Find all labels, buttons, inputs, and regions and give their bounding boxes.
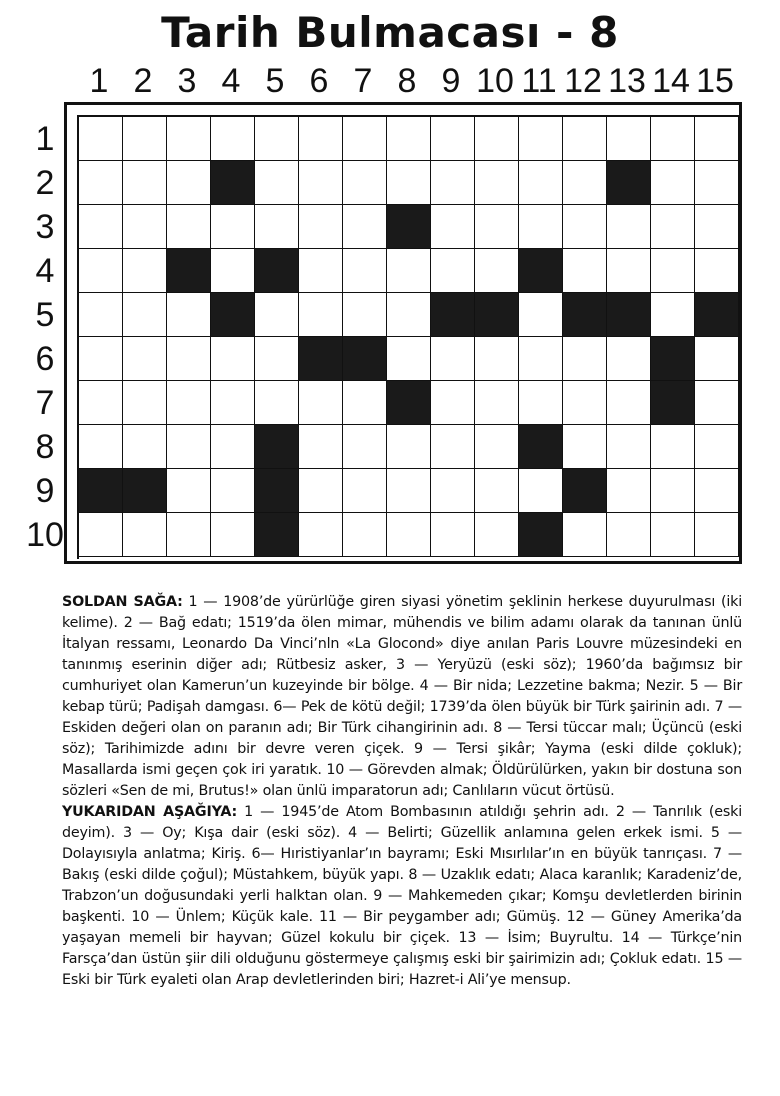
grid-cell[interactable] — [299, 249, 343, 293]
grid-cell[interactable] — [607, 337, 651, 381]
grid-cell[interactable] — [343, 513, 387, 557]
grid-cell[interactable] — [475, 469, 519, 513]
grid-cell[interactable] — [431, 249, 475, 293]
grid-cell[interactable] — [255, 381, 299, 425]
grid-cell[interactable] — [607, 249, 651, 293]
black-cell — [343, 337, 387, 381]
grid-cell[interactable] — [607, 205, 651, 249]
column-number: 14 — [652, 62, 690, 100]
grid-cell[interactable] — [651, 425, 695, 469]
grid-cell[interactable] — [167, 337, 211, 381]
black-cell — [299, 337, 343, 381]
grid-cell[interactable] — [651, 117, 695, 161]
column-number: 2 — [133, 62, 153, 100]
grid-cell[interactable] — [387, 249, 431, 293]
grid-cell[interactable] — [563, 249, 607, 293]
grid-cell[interactable] — [79, 249, 123, 293]
black-cell — [519, 513, 563, 557]
grid-cell[interactable] — [299, 161, 343, 205]
black-cell — [651, 381, 695, 425]
column-number: 5 — [265, 62, 285, 100]
black-cell — [519, 425, 563, 469]
grid-cell[interactable] — [519, 205, 563, 249]
grid-cell[interactable] — [387, 513, 431, 557]
black-cell — [519, 249, 563, 293]
column-number: 9 — [441, 62, 461, 100]
grid-cell[interactable] — [519, 337, 563, 381]
grid-cell[interactable] — [695, 425, 739, 469]
grid-cell[interactable] — [79, 425, 123, 469]
grid-cell[interactable] — [123, 381, 167, 425]
column-number: 4 — [221, 62, 241, 100]
grid-cell[interactable] — [431, 337, 475, 381]
grid-cell[interactable] — [519, 469, 563, 513]
grid-cell[interactable] — [607, 513, 651, 557]
column-number: 12 — [564, 62, 602, 100]
row-number: 8 — [35, 428, 55, 466]
grid-cell[interactable] — [431, 117, 475, 161]
grid-cell[interactable] — [343, 249, 387, 293]
grid-cell[interactable] — [475, 337, 519, 381]
grid-cell[interactable] — [475, 381, 519, 425]
grid-cell[interactable] — [343, 117, 387, 161]
grid-cell[interactable] — [431, 469, 475, 513]
grid-cell[interactable] — [211, 205, 255, 249]
grid-cell[interactable] — [255, 337, 299, 381]
column-number: 1 — [89, 62, 109, 100]
black-cell — [79, 469, 123, 513]
column-number: 7 — [353, 62, 373, 100]
grid-cell[interactable] — [255, 161, 299, 205]
grid-cell[interactable] — [563, 425, 607, 469]
grid-cell[interactable] — [563, 205, 607, 249]
grid-cell[interactable] — [695, 161, 739, 205]
black-cell — [123, 469, 167, 513]
column-number: 3 — [177, 62, 197, 100]
puzzle-title: Tarih Bulmacası - 8 — [161, 8, 619, 57]
grid-cell[interactable] — [167, 205, 211, 249]
grid-cell[interactable] — [651, 513, 695, 557]
grid-cell[interactable] — [607, 117, 651, 161]
row-number: 6 — [35, 340, 55, 378]
grid-cell[interactable] — [167, 161, 211, 205]
grid-cell[interactable] — [211, 469, 255, 513]
down-text: 1 — 1945’de Atom Bombasının atıldığı şehrin adı. 2 — Tanrılık (eski deyim). 3 — Oy; Kışa dair (eski söz). 4 — Belirti; Güzellik anlamına gelen erkek ismi. 5 — Dolayısıyla anlatma; Kiriş. 6— Hıristiyanlar’ın bayramı; Eski Mısırlılar’ın en büyük tanrıçası. 7 — Bakış (eski dilde çoğul); Müstahkem, büyük yapı. 8 — Uzaklık edatı; Alaca karanlık; Karadeniz’de, Trabzon’un doğusundaki yerli halktan olan. 9 — Mahkemeden çıkar; Komşu devletlerden birinin başkenti. 10 — Ünlem; Küçük kale. 11 — Bir peygamber adı; Gümüş. 12 — Güney Amerika’da yaşayan memeli bir hayvan; Güzel kokulu bir çiçek. 13 — İsim; Buyrultu. 14 — Türkçe’nin Farsça’dan üstün şiir dili olduğunu göstermeye çalışmış eski bir şairimizin adı; Çokluk edatı. 15 — Eski bir Türk eyaleti olan Arap devletlerinden biri; Hazret-i Ali’ye mensup. — [62, 804, 742, 988]
row-number: 2 — [35, 164, 55, 202]
grid-cell[interactable] — [79, 161, 123, 205]
grid-cell[interactable] — [299, 513, 343, 557]
grid-cell[interactable] — [431, 425, 475, 469]
black-cell — [255, 249, 299, 293]
black-cell — [607, 161, 651, 205]
row-number: 1 — [35, 120, 55, 158]
grid-cell[interactable] — [519, 293, 563, 337]
grid-cell[interactable] — [475, 249, 519, 293]
grid-cell[interactable] — [167, 513, 211, 557]
grid-cell[interactable] — [79, 381, 123, 425]
black-cell — [431, 293, 475, 337]
row-number: 10 — [26, 516, 64, 554]
grid-cell[interactable] — [79, 337, 123, 381]
grid-cell[interactable] — [167, 425, 211, 469]
grid-cell[interactable] — [563, 117, 607, 161]
grid-cell[interactable] — [299, 117, 343, 161]
grid-cell[interactable] — [651, 293, 695, 337]
grid-cell[interactable] — [431, 205, 475, 249]
grid-cell[interactable] — [123, 337, 167, 381]
grid-cell[interactable] — [695, 117, 739, 161]
across-heading: SOLDAN SAĞA: — [62, 594, 183, 610]
grid-cell[interactable] — [211, 381, 255, 425]
grid-cell[interactable] — [299, 381, 343, 425]
grid-cell[interactable] — [123, 205, 167, 249]
grid-cell[interactable] — [211, 513, 255, 557]
grid-cell[interactable] — [123, 249, 167, 293]
down-clues — [62, 802, 742, 991]
grid-cell[interactable] — [387, 469, 431, 513]
grid-cell[interactable] — [343, 425, 387, 469]
column-number: 15 — [696, 62, 734, 100]
black-cell — [387, 381, 431, 425]
black-cell — [475, 293, 519, 337]
grid-cell[interactable] — [255, 293, 299, 337]
grid-cell[interactable] — [475, 205, 519, 249]
grid-cell[interactable] — [299, 469, 343, 513]
black-cell — [211, 161, 255, 205]
grid-cell[interactable] — [211, 117, 255, 161]
grid-cell[interactable] — [123, 161, 167, 205]
grid-cell[interactable] — [387, 337, 431, 381]
grid-cell[interactable] — [695, 513, 739, 557]
row-number: 4 — [35, 252, 55, 290]
grid-cell[interactable] — [211, 337, 255, 381]
black-cell — [563, 293, 607, 337]
grid-cell[interactable] — [519, 161, 563, 205]
grid-cell[interactable] — [123, 425, 167, 469]
grid-cell[interactable] — [167, 381, 211, 425]
grid-cell[interactable] — [651, 249, 695, 293]
column-number: 11 — [521, 62, 557, 100]
grid-cell[interactable] — [343, 161, 387, 205]
grid-cell[interactable] — [123, 117, 167, 161]
grid-cell[interactable] — [123, 293, 167, 337]
grid-cell[interactable] — [475, 513, 519, 557]
grid-cell[interactable] — [255, 205, 299, 249]
grid-cell[interactable] — [387, 161, 431, 205]
column-number: 8 — [397, 62, 417, 100]
grid-cell[interactable] — [79, 205, 123, 249]
grid-cell[interactable] — [431, 381, 475, 425]
black-cell — [563, 469, 607, 513]
crossword-grid — [77, 115, 741, 559]
grid-cell[interactable] — [607, 381, 651, 425]
grid-cell[interactable] — [343, 205, 387, 249]
row-number: 7 — [35, 384, 55, 422]
grid-cell[interactable] — [343, 469, 387, 513]
across-text: 1 — 1908’de yürürlüğe giren siyasi yönetim şeklinin herkese duyurulması (iki kelime). 2 — Bağ edatı; 1519’da ölen mimar, mühendis ve bilim adamı olarak da tanınan ünlü İtalyan ressamı, Leonardo Da Vinci’nln «La Glocond» diye anılan Paris Louvre müzesindeki en tanınmış eserinin diğer adı; Rütbesiz asker, 3 — Yeryüzü (eski söz); 1960’da bağımsız bir cumhuriyet olan Kamerun’un kuzeyinde bir bölge. 4 — Bir nida; Lezzetine bakma; Nezir. 5 — Bir kebap türü; Padişah damgası. 6— Pek de kötü değil; 1739’da ölen büyük bir Türk şairinin adı. 7 — Eskiden değeri olan on paranın adı; Bir Türk cihangirinin adı. 8 — Tersi tüccar malı; Üçüncü (eski söz); Tarihimizde adını bir devre veren çiçek. 9 — Tersi şikâr; Yayma (eski dilde çokluk); Masallarda ismi geçen çok iri yaratık. 10 — Görevden almak; Öldürülürken, yakın bir dostuna son sözleri «Sen de mi, Brutus!» olan ünlü imparatorun adı; Canlıların vücut örtüsü. — [62, 594, 742, 799]
grid-cell[interactable] — [475, 161, 519, 205]
column-number: 10 — [476, 62, 514, 100]
grid-cell[interactable] — [695, 249, 739, 293]
grid-cell[interactable] — [695, 381, 739, 425]
grid-cell[interactable] — [79, 513, 123, 557]
black-cell — [651, 337, 695, 381]
grid-cell[interactable] — [79, 117, 123, 161]
grid-cell[interactable] — [299, 293, 343, 337]
grid-cell[interactable] — [651, 205, 695, 249]
black-cell — [387, 205, 431, 249]
grid-cell[interactable] — [563, 161, 607, 205]
grid-cell[interactable] — [431, 161, 475, 205]
black-cell — [255, 469, 299, 513]
grid-cell[interactable] — [563, 381, 607, 425]
grid-cell[interactable] — [651, 161, 695, 205]
grid-cell[interactable] — [343, 293, 387, 337]
row-number: 3 — [35, 208, 55, 246]
column-number: 6 — [309, 62, 329, 100]
grid-cell[interactable] — [299, 205, 343, 249]
row-number: 5 — [35, 296, 55, 334]
down-heading: YUKARIDAN AŞAĞIYA: — [62, 804, 238, 820]
grid-cell[interactable] — [387, 425, 431, 469]
grid-cell[interactable] — [299, 425, 343, 469]
clues-section — [62, 592, 742, 991]
grid-cell[interactable] — [255, 117, 299, 161]
column-number: 13 — [608, 62, 646, 100]
grid-cell[interactable] — [167, 117, 211, 161]
black-cell — [211, 293, 255, 337]
grid-cell[interactable] — [211, 425, 255, 469]
grid-cell[interactable] — [475, 117, 519, 161]
grid-cell[interactable] — [519, 381, 563, 425]
grid-cell[interactable] — [79, 293, 123, 337]
black-cell — [607, 293, 651, 337]
grid-cell[interactable] — [211, 249, 255, 293]
grid-cell[interactable] — [167, 293, 211, 337]
grid-cell[interactable] — [695, 469, 739, 513]
grid-cell[interactable] — [607, 469, 651, 513]
black-cell — [255, 425, 299, 469]
grid-cell[interactable] — [123, 513, 167, 557]
grid-cell[interactable] — [519, 117, 563, 161]
grid-cell[interactable] — [343, 381, 387, 425]
grid-cell[interactable] — [563, 513, 607, 557]
grid-cell[interactable] — [695, 337, 739, 381]
black-cell — [255, 513, 299, 557]
grid-cell[interactable] — [695, 205, 739, 249]
grid-cell[interactable] — [563, 337, 607, 381]
grid-cell[interactable] — [387, 117, 431, 161]
grid-cell[interactable] — [651, 469, 695, 513]
across-clues — [62, 592, 742, 802]
grid-cell[interactable] — [387, 293, 431, 337]
grid-cell[interactable] — [475, 425, 519, 469]
black-cell — [695, 293, 739, 337]
grid-cell[interactable] — [167, 469, 211, 513]
black-cell — [167, 249, 211, 293]
row-number: 9 — [35, 472, 55, 510]
grid-cell[interactable] — [607, 425, 651, 469]
grid-cell[interactable] — [431, 513, 475, 557]
